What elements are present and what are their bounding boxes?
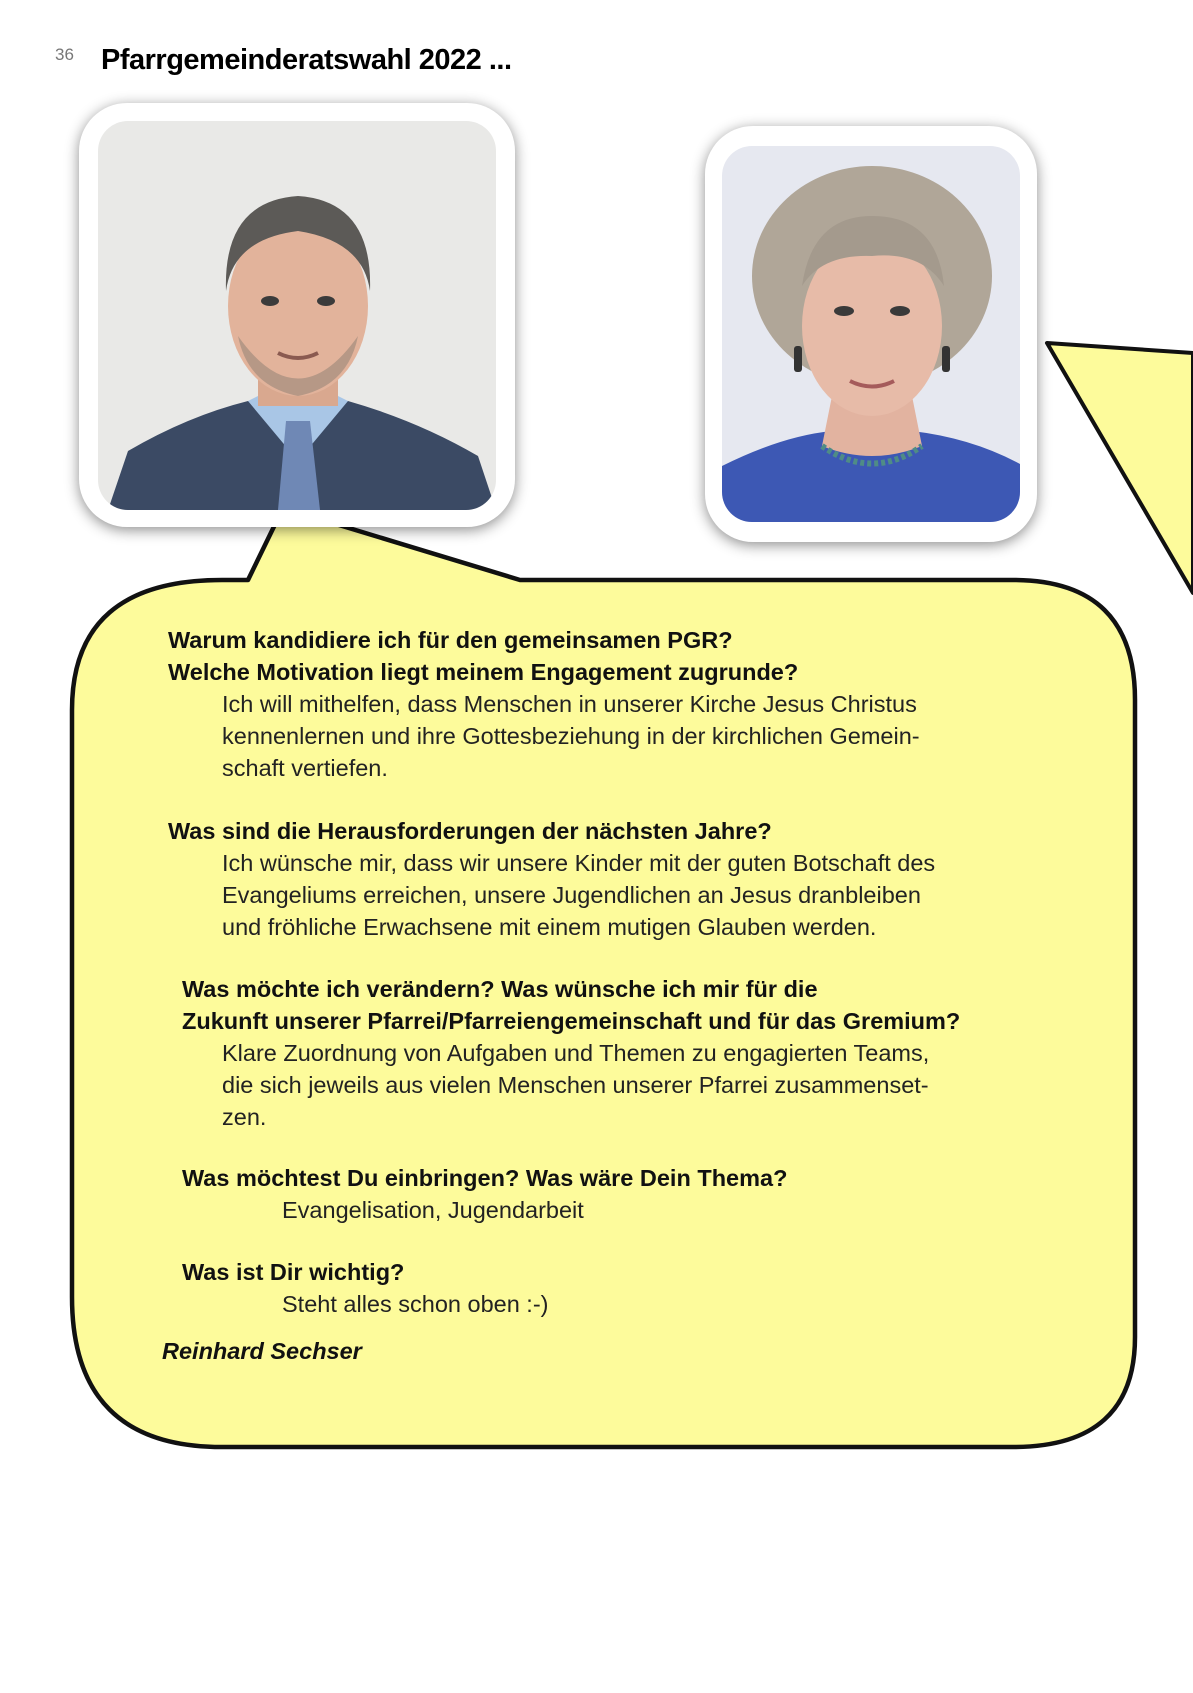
right-speech-bubble-tail — [1047, 343, 1193, 593]
answer-3-line-1: Klare Zuordnung von Aufgaben und Themen zu engagierten Teams, — [222, 1040, 930, 1066]
answer-2-line-2: Evangeliums erreichen, unsere Jugendlichen an Jesus dranbleiben — [222, 882, 921, 908]
page-title: Pfarrgemeinderatswahl 2022 ... — [101, 44, 512, 76]
question-1-line-1: Warum kandidiere ich für den gemeinsamen PGR? — [168, 627, 733, 653]
answer-3-line-2: die sich jeweils aus vielen Menschen unserer Pfarrei zusammenset- — [222, 1072, 929, 1098]
answer-1-line-2: kennenlernen und ihre Gottesbeziehung in der kirchlichen Gemein- — [222, 723, 920, 749]
photo-frame-woman — [705, 126, 1037, 542]
answer-2-line-1: Ich wünsche mir, dass wir unsere Kinder mit der guten Botschaft des — [222, 850, 936, 876]
question-5: Was ist Dir wichtig? — [182, 1259, 405, 1285]
question-2: Was sind die Herausforderungen der nächsten Jahre? — [168, 818, 772, 844]
question-4: Was möchtest Du einbringen? Was wäre Dein Thema? — [182, 1165, 788, 1191]
answer-3-line-3: zen. — [222, 1104, 267, 1130]
question-3-line-1: Was möchte ich verändern? Was wünsche ich mir für die — [182, 976, 818, 1002]
signature: Reinhard Sechser — [162, 1338, 362, 1364]
man-portrait-photo — [98, 121, 496, 510]
answer-1-line-3: schaft vertiefen. — [222, 755, 388, 781]
answer-2-line-3: und fröhliche Erwachsene mit einem mutigen Glauben werden. — [222, 914, 877, 940]
answer-4: Evangelisation, Jugendarbeit — [282, 1197, 584, 1223]
answer-1-line-1: Ich will mithelfen, dass Menschen in unserer Kirche Jesus Christus — [222, 691, 917, 717]
woman-portrait-photo — [722, 146, 1020, 522]
page-number: 36 — [55, 45, 74, 64]
answer-5: Steht alles schon oben :-) — [282, 1291, 549, 1317]
question-1-line-2: Welche Motivation liegt meinem Engagement zugrunde? — [168, 659, 799, 685]
question-3-line-2: Zukunft unserer Pfarrei/Pfarreiengemeinschaft und für das Gremium? — [182, 1008, 961, 1034]
photo-frame-man — [79, 103, 515, 527]
